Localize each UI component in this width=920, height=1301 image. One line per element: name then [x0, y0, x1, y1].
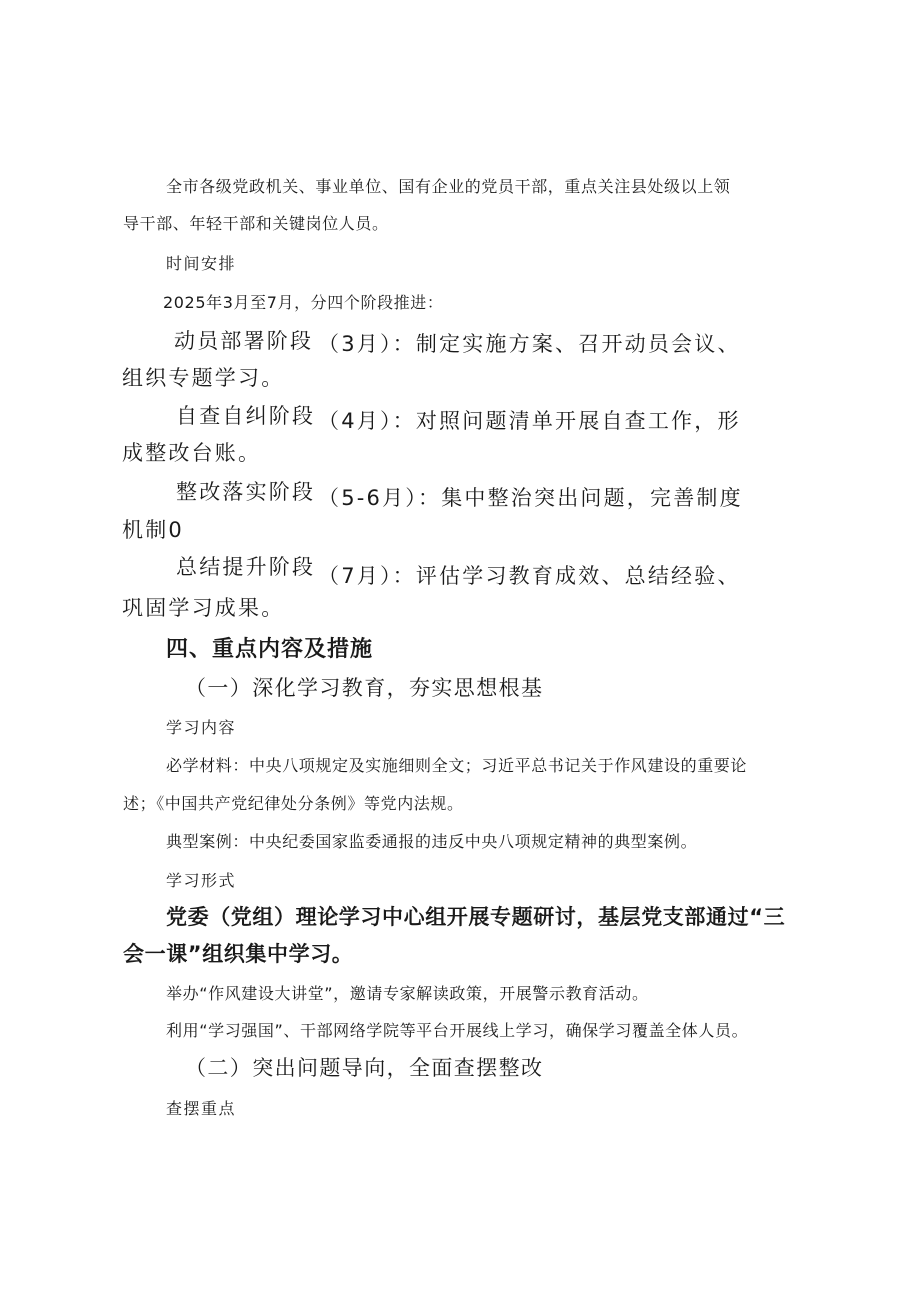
stage-cont-rectification: 机制0	[122, 518, 184, 542]
stage-cont-mobilization: 组织专题学习。	[122, 366, 285, 390]
materials-line-2: 述；《中国共产党纪律处分条例》等党内法规。	[123, 794, 464, 813]
content-heading: 学习内容	[166, 718, 237, 737]
form-line-2: 会一课”组织集中学习。	[123, 942, 354, 966]
online-learning-line: 利用“学习强国”、干部网络学院等平台开展线上学习，确保学习覆盖全体人员。	[166, 1021, 749, 1040]
stage-cont-self-inspection: 成整改台账。	[122, 441, 262, 465]
focus-heading: 查摆重点	[166, 1099, 237, 1118]
schedule-intro: 2025年3月至7月，分四个阶段推进：	[163, 293, 444, 312]
stage-desc-self-inspection: （4月）：对照问题清单开展自查工作，形	[318, 409, 741, 433]
stage-name-mobilization: 动员部署阶段	[174, 329, 314, 353]
subsection-1-title: （一）深化学习教育，夯实思想根基	[185, 676, 544, 700]
stage-name-rectification: 整改落实阶段	[176, 480, 316, 504]
form-line-1: 党委（党组）理论学习中心组开展专题研讨，基层党支部通过“三	[166, 905, 786, 929]
form-heading: 学习形式	[166, 871, 237, 890]
stage-cont-summary: 巩固学习成果。	[122, 596, 285, 620]
stage-desc-summary: （7月）：评估学习教育成效、总结经验、	[318, 564, 741, 588]
subsection-2-title: （二）突出问题导向，全面查摆整改	[185, 1056, 544, 1080]
lecture-line: 举办“作风建设大讲堂”，邀请专家解读政策，开展警示教育活动。	[166, 984, 649, 1003]
schedule-heading: 时间安排	[166, 254, 237, 273]
stage-desc-rectification: （5-6月）：集中整治突出问题，完善制度	[318, 486, 743, 510]
typical-cases: 典型案例：中央纪委国家监委通报的违反中央八项规定精神的典型案例。	[166, 832, 698, 851]
stage-desc-mobilization: （3月）：制定实施方案、召开动员会议、	[318, 332, 741, 356]
materials-line-1: 必学材料：中央八项规定及实施细则全文；习近平总书记关于作风建设的重要论	[166, 756, 748, 775]
stage-name-summary: 总结提升阶段	[176, 555, 316, 579]
section-4-title: 四、重点内容及措施	[166, 637, 374, 662]
scope-line-1: 全市各级党政机关、事业单位、国有企业的党员干部，重点关注县处级以上领	[166, 177, 731, 196]
stage-name-self-inspection: 自查自纠阶段	[176, 404, 316, 428]
scope-line-2: 导干部、年轻干部和关键岗位人员。	[123, 214, 389, 233]
